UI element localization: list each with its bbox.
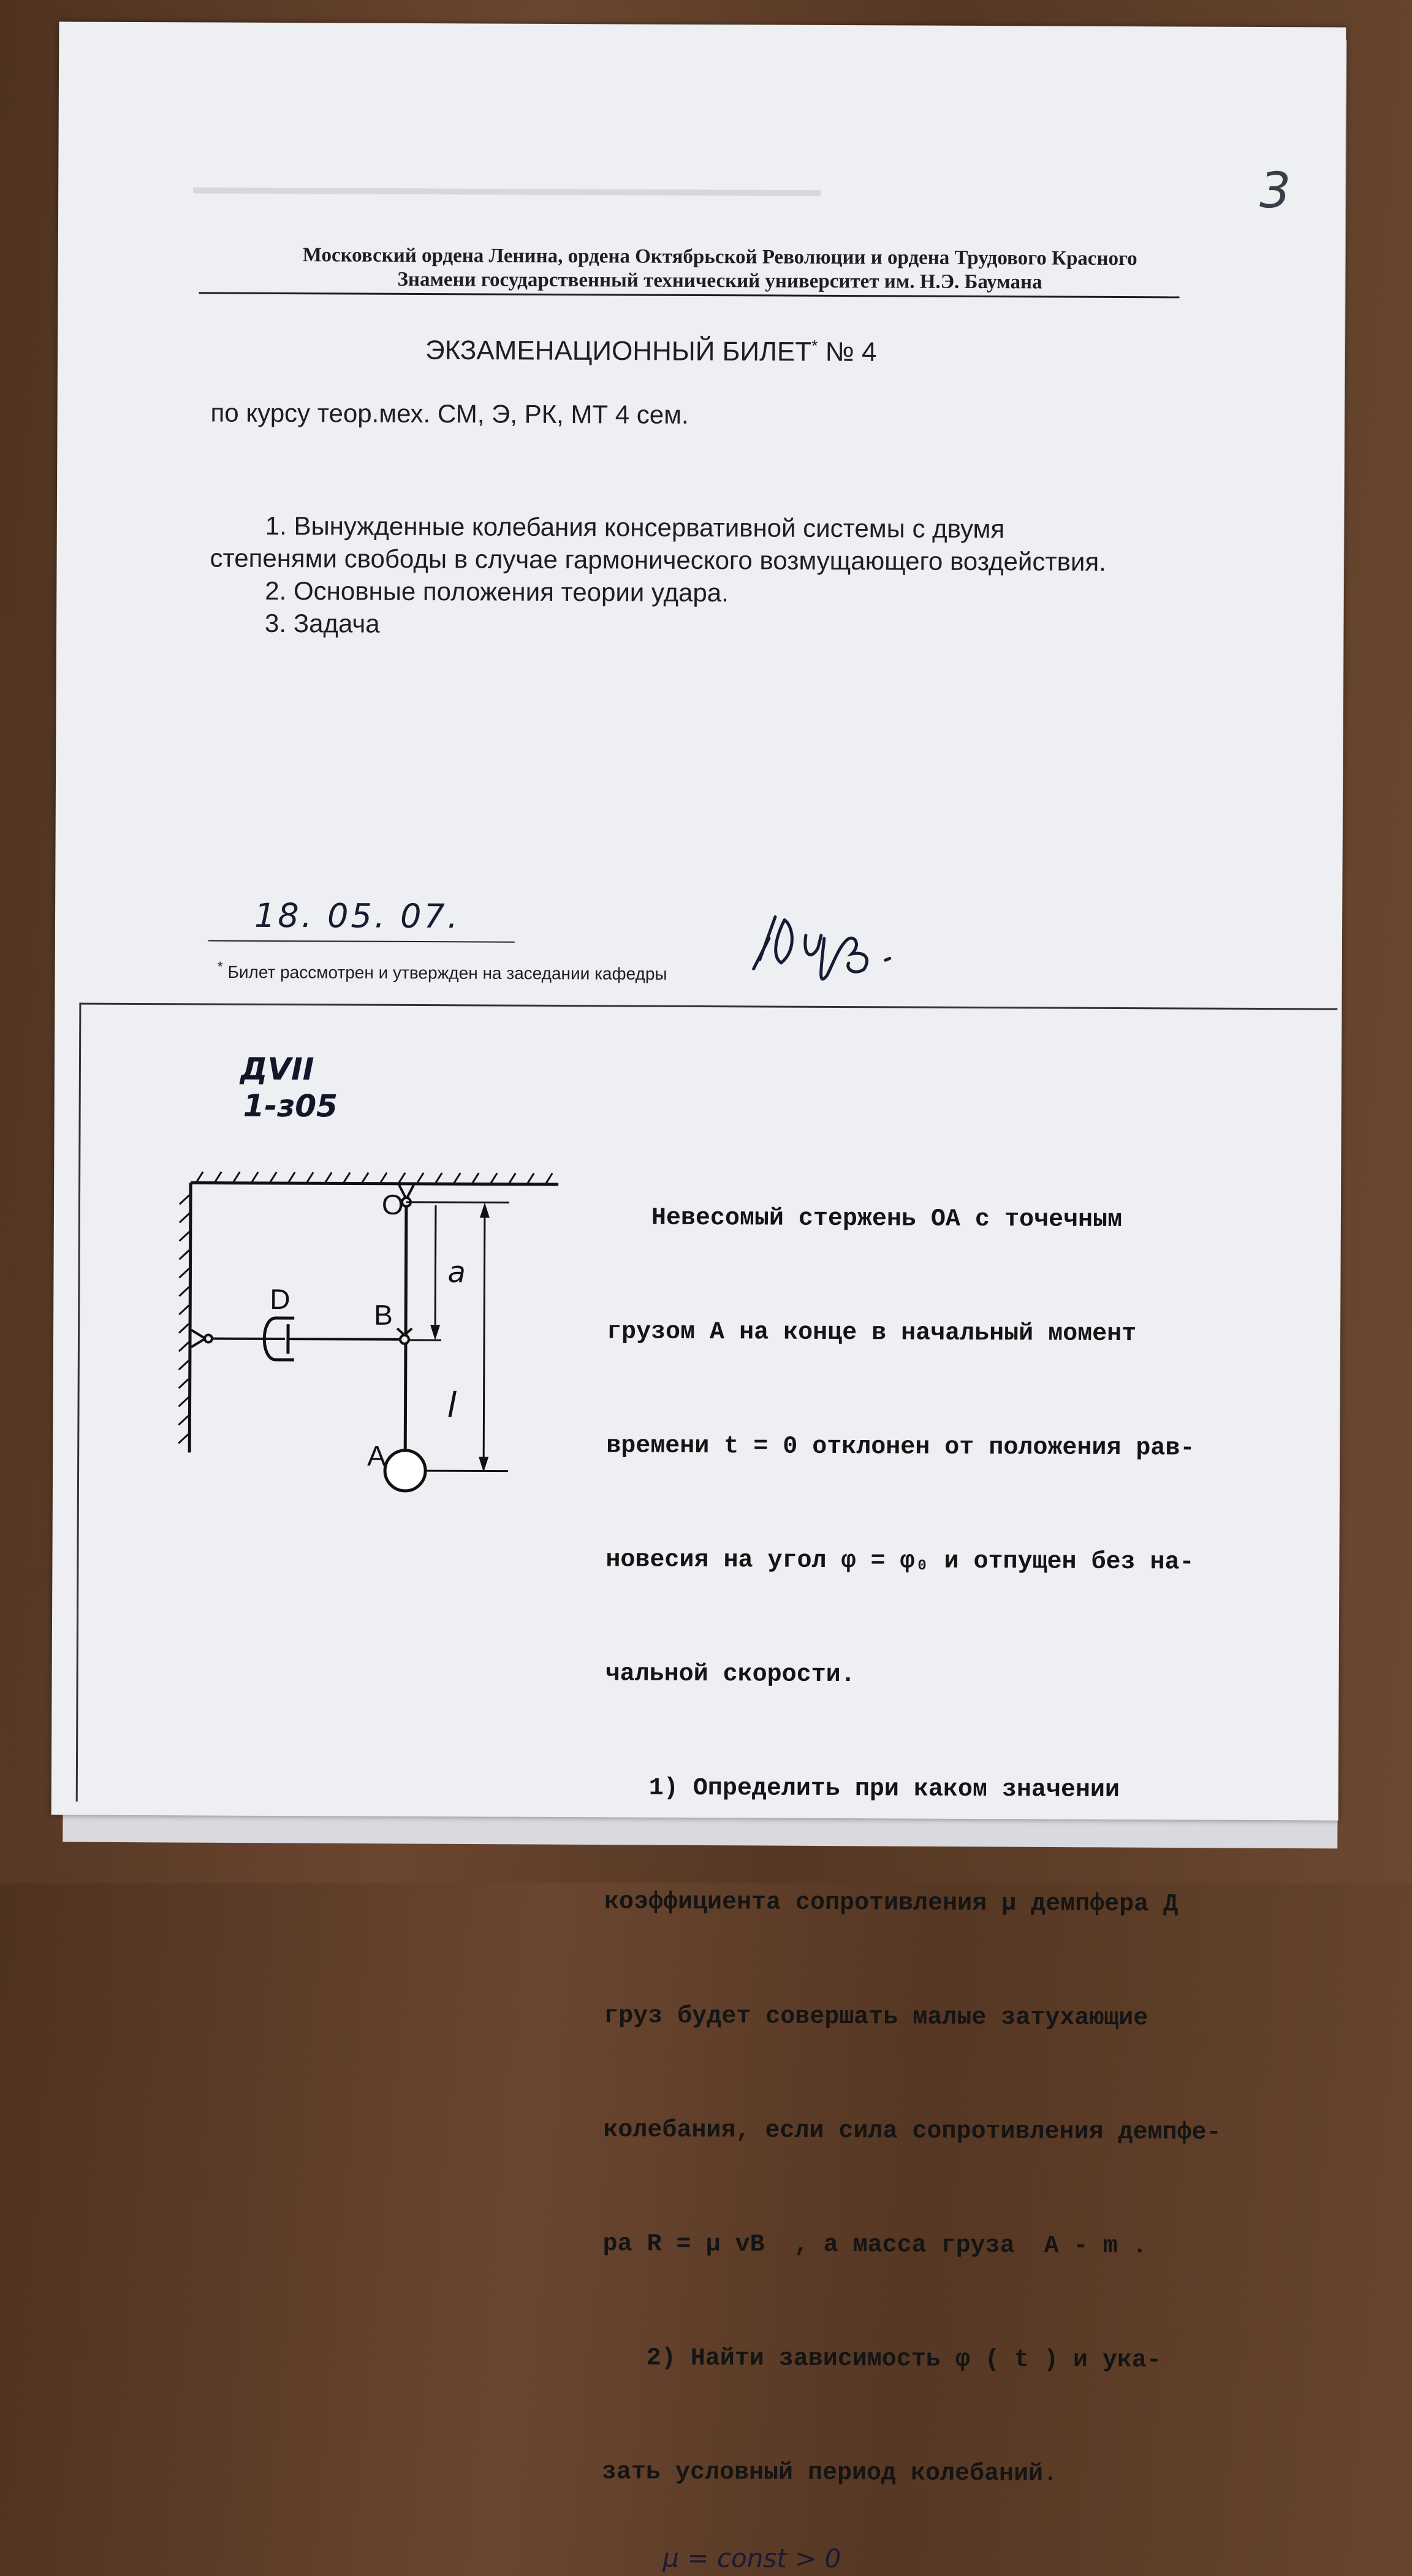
- header-line-2: Знамени государственный технический университет им. Н.Э. Баумана: [180, 267, 1259, 295]
- task-line: чальной скорости.: [605, 1655, 1223, 1696]
- ceiling-hatching: [197, 1172, 552, 1183]
- header-line-1: Московский ордена Ленина, ордена Октябрьской Революции и ордена Трудового Красного: [181, 243, 1259, 272]
- task-line: коэффициента сопротивления μ демпфера Д: [604, 1883, 1222, 1924]
- task-line: 2) Найти зависимость φ ( t ) и ука-: [602, 2339, 1220, 2380]
- task-line: новесия на угол φ = φ₀ и отпущен без на-: [605, 1541, 1223, 1582]
- wall-pivot: [191, 1330, 212, 1347]
- label-a-mass: A: [367, 1440, 386, 1472]
- task-line: зать условный период колебаний.: [602, 2453, 1220, 2494]
- task-line: Невесомый стержень ОА с точечным: [607, 1199, 1225, 1240]
- dim-a: [435, 1205, 436, 1337]
- task-text: [601, 1123, 1225, 2570]
- task-line: груз будет совершать малые затухающие: [604, 1997, 1221, 2038]
- task-line: ра R = μ vB , а масса груза А - m .: [602, 2225, 1220, 2266]
- task-line: колебания, если сила сопротивления демпфе-: [603, 2111, 1221, 2152]
- ext-line-o: [406, 1202, 509, 1203]
- rod-oa: [405, 1206, 406, 1454]
- ticket-asterisk: *: [811, 337, 818, 355]
- question-1-line-2: степенями свободы в случае гармонического возмущающего воздействия.: [210, 544, 1106, 577]
- handwritten-condition: μ = const > 0: [662, 2543, 841, 2574]
- label-b: B: [374, 1299, 393, 1331]
- signature: [748, 901, 944, 988]
- task-line: грузом А на конце в начальный момент: [607, 1313, 1224, 1354]
- dim-a-arrow: [430, 1325, 440, 1340]
- dim-l: [484, 1205, 485, 1469]
- university-header: [180, 243, 1259, 295]
- course-line: по курсу теор.мех. СМ, Э, РК, МТ 4 сем.: [211, 398, 689, 430]
- ticket-number: № 4: [825, 337, 876, 367]
- wall-hatching: [178, 1195, 189, 1443]
- dim-l-arrow-bottom: [479, 1457, 488, 1472]
- task-code-line-1: ДVII: [240, 1051, 314, 1088]
- handwritten-date: 18. 05. 07.: [254, 896, 460, 936]
- label-a-dim: a: [447, 1255, 466, 1289]
- bleed-through-text: ▬▬▬▬▬▬▬▬▬▬▬▬▬▬▬▬▬▬▬▬▬▬▬▬▬▬▬▬▬▬▬▬: [193, 175, 821, 200]
- question-1-line-1: 1. Вынужденные колебания консервативной системы с двумя: [265, 511, 1005, 544]
- task-section: [76, 1003, 1338, 1807]
- task-line: времени t = 0 отклонен от положения рав-: [606, 1427, 1224, 1468]
- dim-l-arrow-top: [480, 1202, 490, 1218]
- ticket-title-text: ЭКЗАМЕНАЦИОННЫЙ БИЛЕТ: [425, 335, 811, 367]
- mechanism-diagram: [152, 1146, 595, 1564]
- approval-note: [218, 959, 667, 985]
- question-3: 3. Задача: [265, 609, 380, 639]
- approval-star: *: [218, 959, 223, 975]
- page-number: 3: [1259, 162, 1291, 219]
- ceiling: [191, 1183, 558, 1184]
- exam-ticket-page: [51, 21, 1346, 1820]
- task-line: 1) Определить при каком значении: [605, 1769, 1223, 1810]
- wall: [189, 1183, 191, 1452]
- task-code-line-2: 1-з05: [243, 1088, 338, 1124]
- question-2: 2. Основные положения теории удара.: [265, 576, 729, 608]
- label-d: D: [270, 1283, 290, 1315]
- ticket-title: [425, 335, 877, 368]
- approval-text: Билет рассмотрен и утвержден на заседании кафедры: [227, 962, 667, 983]
- mass-a: [385, 1450, 425, 1491]
- label-l-dim: l: [447, 1385, 457, 1425]
- date-rule: [208, 940, 515, 943]
- label-o: O: [382, 1189, 404, 1221]
